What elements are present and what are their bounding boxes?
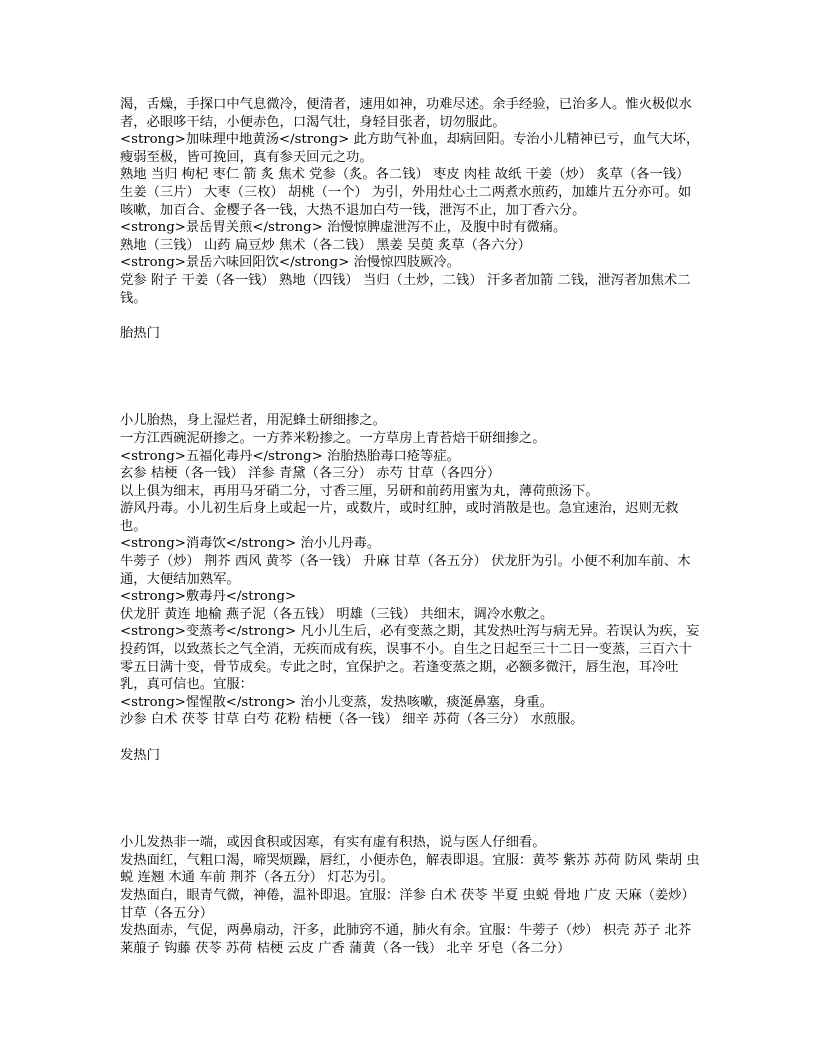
ingredients-paragraph: 牛蒡子（炒） 荆芥 西风 黄芩（各一钱） 升麻 甘草（各五分） 伏龙肝为引。小便不利加车前、木通，大便结加熟军。	[120, 554, 691, 587]
ingredients-paragraph: 党参 附子 干姜（各一钱） 熟地（四钱） 当归（土炒，二钱） 汗多者加箭 二钱，泄泻者加焦术二钱。	[120, 272, 691, 306]
formula-title-line: <strong>惺惺散</strong> 治小儿变蒸，发热咳嗽，痰涎鼻塞，身重。	[120, 694, 554, 710]
formula-title-line: <strong>五福化毒丹</strong> 治胎热胎毒口疮等症。	[120, 448, 460, 464]
ingredients-paragraph: 熟地 当归 枸杞 枣仁 箭 炙 焦术 党参（炙。各二钱） 枣皮 肉桂 故纸 干姜（炒） 炙草（各一钱） 生姜（三片） 大枣（三枚） 胡桃（一个） 为引，外用灶心土二两煮水煎药，加雄片五分亦可。如咳嗽，加百合、金樱子各一钱，大热不退加白芍一钱，泄泻不止，加丁香六分。	[120, 167, 692, 218]
ingredients-paragraph: 伏龙肝 黄连 地榆 燕子泥（各五钱） 明雄（三钱） 共细末，调冷水敷之。	[120, 606, 554, 622]
section-slow-convulsion-formulas	[120, 96, 704, 307]
section-heading-fetal-heat: 胎热门	[120, 325, 160, 341]
document-page	[120, 96, 704, 957]
paragraph: <strong>变蒸考</strong> 凡小儿生后，必有变蒸之期，其发热吐泻与病无异。若误认为疾，妄投药饵，以致蒸长之气全消，无疾而成有疾，误事不小。自生之日起至三十二日一变蒸，三百六十零五日满十变，骨节成矣。专此之时，宜保护之。若逢变蒸之期，必额多微汗，唇生泡，耳冷吐乳，真可信也。宜服：	[120, 624, 700, 693]
formula-title-line: <strong>景岳胃关煎</strong> 治慢惊脾虚泄泻不止，及腹中时有微痛。	[120, 220, 567, 236]
paragraph: 一方江西碗泥研掺之。一方荞米粉掺之。一方草房上青苔焙干研细掺之。	[120, 430, 546, 446]
paragraph: 游风丹毒。小儿初生后身上或起一片，或数片，或时红肿，或时消散是也。急宜速治，迟则无救也。	[120, 501, 679, 534]
formula-title-line: <strong>敷毒丹</strong>	[120, 589, 297, 605]
paragraph: 渴，舌燥，手探口中气息微冷，便清者，速用如神，功难尽述。余手经验，已治多人。惟火极似水者，必眼哆干结，小便赤色，口渴气壮，身轻目张者，切勿服此。	[120, 97, 692, 130]
ingredients-paragraph: 沙参 白术 茯苓 甘草 白芍 花粉 桔梗（各一钱） 细辛 苏荷（各三分） 水煎服。	[120, 712, 584, 728]
formula-title-line: <strong>加味理中地黄汤</strong> 此方助气补血，却病回阳。专治小儿精神已亏，血气大坏，瘦弱至极，皆可挽回，真有参天回元之功。	[120, 132, 700, 165]
paragraph: 发热面白，眼青气微，神倦，温补即退。宜服：洋参 白术 茯苓 半夏 虫蜕 骨地 广皮 天麻（姜炒） 甘草（各五分）	[120, 887, 695, 921]
section-heading-fever: 发热门	[120, 747, 160, 763]
formula-title-line: <strong>景岳六味回阳饮</strong> 治慢惊四肢厥冷。	[120, 255, 460, 271]
ingredients-paragraph: 玄参 桔梗（各一钱） 洋参 青黛（各三分） 赤芍 甘草（各四分）	[120, 466, 501, 482]
ingredients-paragraph: 熟地（三钱） 山药 扁豆炒 焦术（各二钱） 黑姜 吴萸 炙草（各六分）	[120, 237, 531, 253]
section-fever	[120, 834, 704, 957]
paragraph: 发热面赤，气促，两鼻扇动，汗多，此肺窍不通，肺火有余。宜服：牛蒡子（炒） 枳壳 苏子 北芥 莱菔子 钩藤 茯苓 苏荷 桔梗 云皮 广香 蒲黄（各一钱） 北辛 牙皂（各二分）	[120, 923, 692, 956]
paragraph: 以上俱为细末，再用马牙硝二分，寸香三厘，另研和前药用蜜为丸，薄荷煎汤下。	[120, 483, 599, 499]
section-fetal-heat	[120, 412, 704, 729]
paragraph: 小儿发热非一端，或因食积或因寒，有实有虚有积热，说与医人仔细看。	[120, 835, 546, 851]
paragraph: 发热面红，气粗口渴，啼哭烦躁，唇红，小便赤色，解表即退。宜服：黄芩 紫苏 苏荷 防风 柴胡 虫蜕 连翘 木通 车前 荆芥（各五分） 灯芯为引。	[120, 852, 700, 886]
paragraph: 小儿胎热，身上湿烂者，用泥蜂土研细掺之。	[120, 413, 386, 429]
formula-title-line: <strong>消毒饮</strong> 治小儿丹毒。	[120, 536, 381, 552]
